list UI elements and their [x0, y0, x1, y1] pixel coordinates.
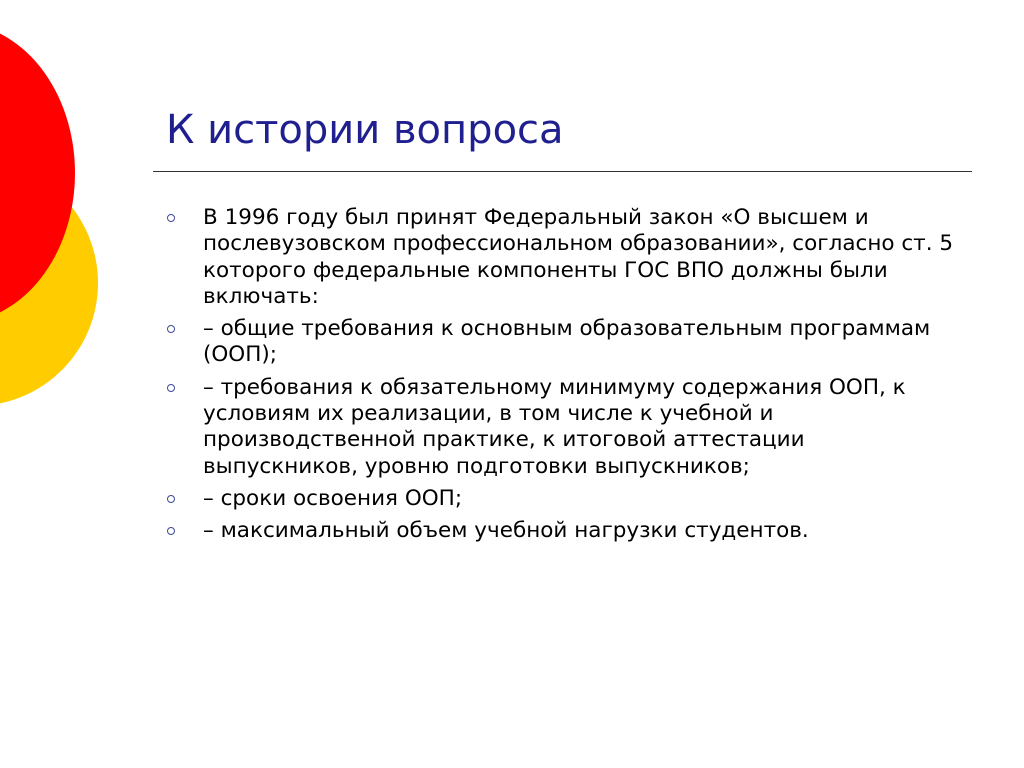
bullet-text: – требования к обязательному минимуму содержания ООП, к условиям их реализации, в том числе к учебной и производственной практике, к итоговой аттестации выпускников, уровню подготовки выпускников; — [203, 374, 906, 479]
bullet-icon — [167, 527, 175, 535]
bullet-item — [160, 205, 960, 310]
bullet-icon — [167, 495, 175, 503]
bullet-item — [160, 486, 960, 512]
bullet-icon — [167, 214, 175, 222]
slide-title: К истории вопроса — [166, 107, 564, 153]
bullet-list — [160, 205, 960, 551]
bullet-item — [160, 316, 960, 369]
bullet-icon — [167, 384, 175, 392]
bullet-text: – сроки освоения ООП; — [203, 485, 463, 511]
bullet-text: – максимальный объем учебной нагрузки студентов. — [203, 518, 809, 544]
bullet-text: В 1996 году был принят Федеральный закон «О высшем и послевузовском профессиональном образовании», согласно ст. 5 которого федеральные компоненты ГОС ВПО должны были включать: — [203, 205, 954, 309]
title-divider — [153, 171, 972, 172]
bullet-text: – общие требования к основным образовательным программам (ООП); — [203, 316, 931, 368]
bullet-item — [160, 518, 960, 544]
bullet-icon — [167, 325, 175, 333]
bullet-item — [160, 375, 960, 480]
